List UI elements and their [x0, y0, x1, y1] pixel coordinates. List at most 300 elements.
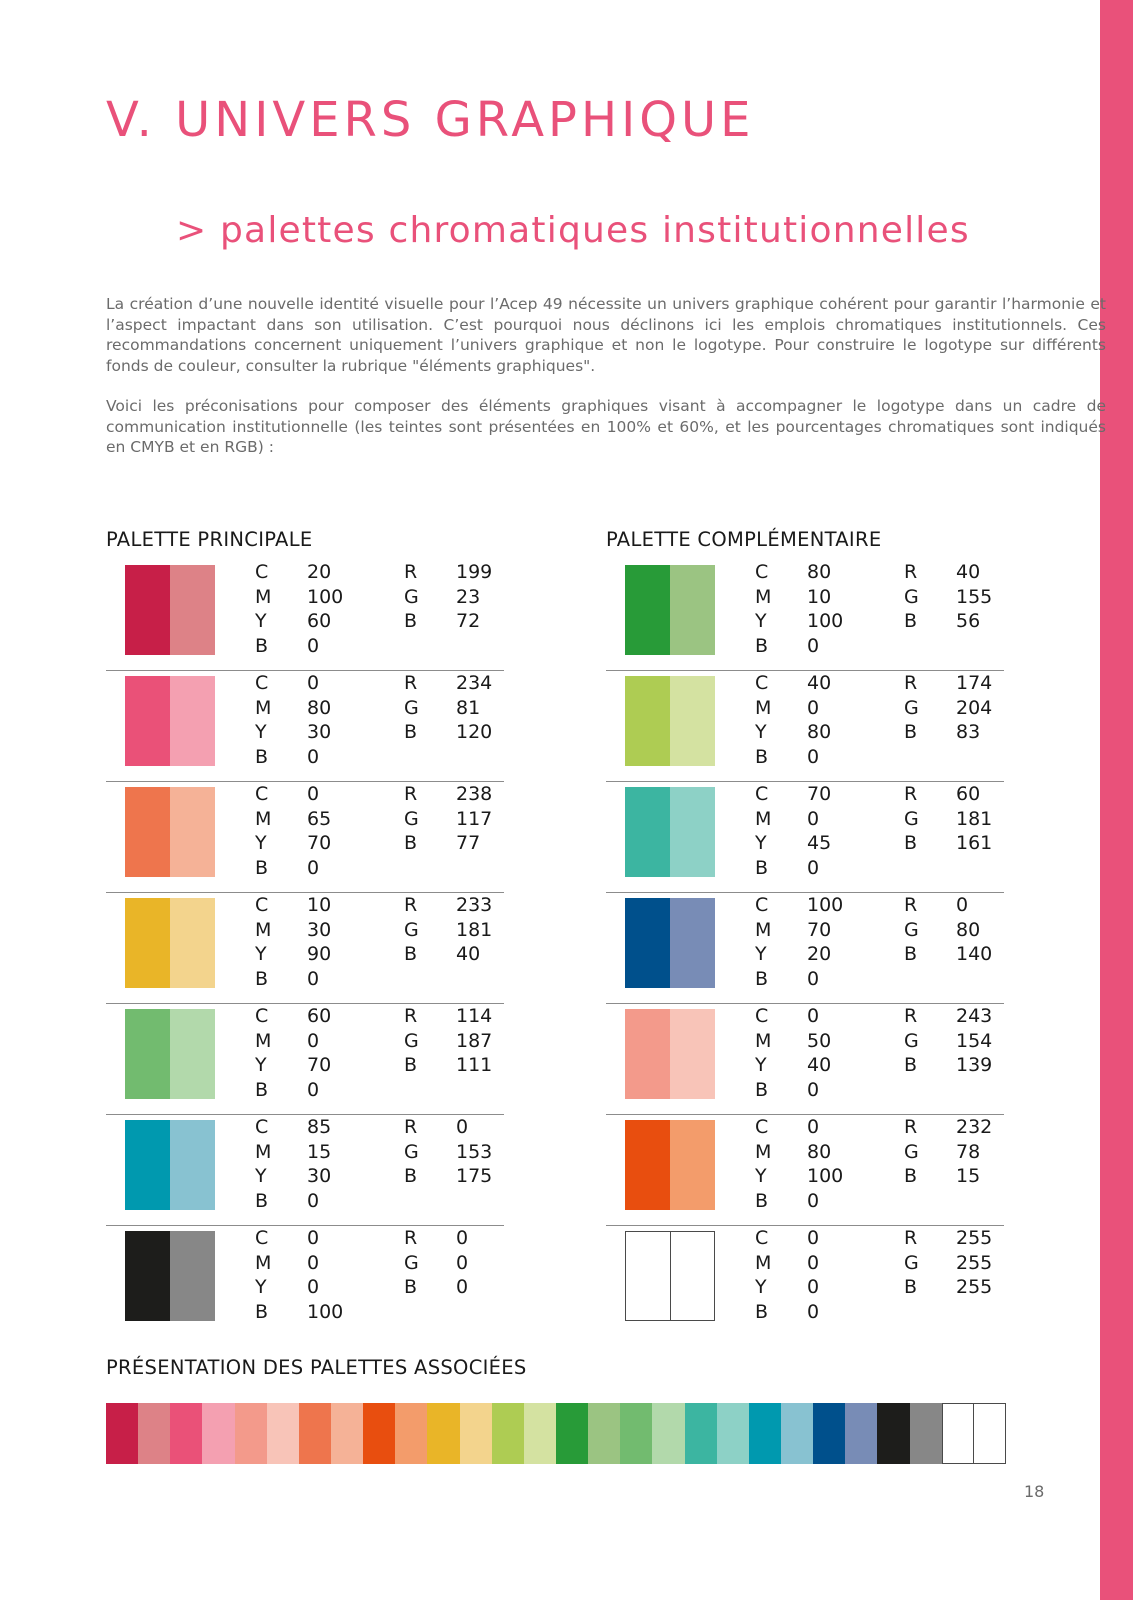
- swatch-60: [670, 565, 715, 655]
- cmyb-values: [255, 1004, 331, 1103]
- channel-label: B: [255, 1190, 269, 1213]
- channel-value: 23: [456, 585, 481, 608]
- cmyb-values: [255, 1115, 331, 1214]
- channel-value: 0: [807, 746, 820, 769]
- channel-value: 0: [807, 1005, 820, 1027]
- cmyb-line: [755, 585, 843, 610]
- channel-value: 187: [456, 1029, 493, 1052]
- channel-label: Y: [255, 721, 267, 744]
- cmyb-values: [755, 782, 831, 881]
- channel-label: G: [904, 1029, 919, 1052]
- channel-value: 120: [456, 721, 493, 744]
- rgb-values: [904, 1115, 992, 1189]
- cmyb-line: [755, 856, 831, 881]
- swatch-100: [625, 1120, 670, 1210]
- channel-label: B: [755, 635, 769, 658]
- swatch-100: [125, 1231, 170, 1321]
- channel-value: 0: [807, 1301, 820, 1324]
- cmyb-line: [755, 807, 831, 832]
- channel-label: M: [255, 918, 272, 941]
- swatch-100: [625, 676, 670, 766]
- swatch-60: [138, 1403, 170, 1464]
- cmyb-line: [255, 807, 331, 832]
- channel-value: 0: [307, 1190, 320, 1213]
- cmyb-line: [255, 942, 331, 967]
- channel-value: 30: [307, 721, 332, 744]
- channel-label: C: [255, 894, 269, 916]
- rgb-line: [404, 1029, 492, 1054]
- channel-value: 0: [456, 1227, 469, 1249]
- channel-value: 0: [307, 783, 320, 805]
- cmyb-line: [255, 609, 343, 634]
- rgb-line: [404, 1251, 468, 1276]
- color-swatch-pair: [125, 1120, 215, 1210]
- cmyb-line: [755, 782, 831, 807]
- side-accent-bar: [1100, 0, 1133, 1600]
- swatch-60: [671, 1231, 716, 1321]
- channel-label: R: [404, 1116, 418, 1138]
- swatch-100: [685, 1403, 717, 1464]
- channel-label: R: [404, 1227, 418, 1249]
- channel-value: 40: [456, 943, 481, 966]
- channel-label: Y: [755, 1054, 767, 1077]
- channel-label: B: [255, 1079, 269, 1102]
- rgb-line: [404, 918, 492, 943]
- swatch-60: [170, 1009, 215, 1099]
- swatch-100: [125, 898, 170, 988]
- rgb-line: [404, 807, 492, 832]
- channel-value: 80: [807, 561, 832, 583]
- channel-value: 70: [307, 832, 332, 855]
- channel-label: R: [404, 894, 418, 916]
- color-swatch-pair: [625, 676, 715, 766]
- channel-value: 100: [807, 610, 844, 633]
- cmyb-line: [255, 1251, 343, 1276]
- channel-value: 60: [307, 1005, 332, 1027]
- swatch-100: [299, 1403, 331, 1464]
- cmyb-line: [255, 893, 331, 918]
- swatch-60: [717, 1403, 749, 1464]
- channel-label: C: [755, 672, 769, 694]
- rgb-values: [904, 782, 992, 856]
- channel-value: 60: [956, 783, 981, 805]
- channel-label: C: [255, 672, 269, 694]
- cmyb-line: [255, 1226, 343, 1251]
- channel-label: M: [755, 807, 772, 830]
- associated-swatch-pair: [170, 1403, 234, 1464]
- cmyb-line: [755, 831, 831, 856]
- swatch-60: [652, 1403, 684, 1464]
- channel-label: R: [904, 894, 918, 916]
- rgb-line: [404, 1164, 492, 1189]
- channel-value: 77: [456, 832, 481, 855]
- swatch-60: [670, 1120, 715, 1210]
- channel-label: M: [755, 1029, 772, 1052]
- channel-value: 80: [307, 696, 332, 719]
- channel-label: C: [755, 1227, 769, 1249]
- cmyb-values: [755, 671, 831, 770]
- rgb-line: [404, 1275, 468, 1300]
- color-swatch-pair: [625, 565, 715, 655]
- associated-swatch-pair: [235, 1403, 299, 1464]
- swatch-100: [620, 1403, 652, 1464]
- swatch-100: [942, 1403, 975, 1464]
- color-row: [106, 893, 504, 1004]
- channel-value: 0: [807, 1116, 820, 1138]
- cmyb-line: [255, 560, 343, 585]
- channel-value: 72: [456, 610, 481, 633]
- associated-palettes-strip: [106, 1403, 1006, 1464]
- swatch-60: [670, 787, 715, 877]
- color-swatch-pair: [125, 1009, 215, 1099]
- swatch-60: [460, 1403, 492, 1464]
- cmyb-line: [755, 1053, 831, 1078]
- channel-value: 100: [807, 894, 844, 916]
- channel-value: 40: [956, 561, 981, 583]
- channel-label: B: [255, 968, 269, 991]
- swatch-60: [670, 1009, 715, 1099]
- channel-label: M: [255, 696, 272, 719]
- cmyb-line: [255, 1140, 331, 1165]
- color-row: [606, 1226, 1004, 1338]
- swatch-60: [670, 676, 715, 766]
- channel-value: 70: [307, 1054, 332, 1077]
- channel-value: 15: [956, 1165, 981, 1188]
- rgb-line: [904, 807, 992, 832]
- cmyb-line: [755, 1275, 819, 1300]
- channel-label: M: [255, 1029, 272, 1052]
- channel-value: 0: [307, 1029, 320, 1052]
- channel-label: B: [904, 1054, 918, 1077]
- rgb-values: [404, 1226, 468, 1300]
- channel-value: 80: [956, 918, 981, 941]
- swatch-100: [363, 1403, 395, 1464]
- cmyb-line: [755, 745, 831, 770]
- color-swatch-pair: [625, 1009, 715, 1099]
- channel-label: B: [904, 721, 918, 744]
- channel-value: 204: [956, 696, 993, 719]
- palette-complementaire: [606, 560, 1004, 1338]
- channel-value: 70: [807, 783, 832, 805]
- channel-value: 45: [807, 832, 832, 855]
- rgb-line: [404, 831, 492, 856]
- associated-swatch-pair: [363, 1403, 427, 1464]
- swatch-100: [125, 1120, 170, 1210]
- rgb-values: [404, 560, 492, 634]
- channel-label: C: [755, 783, 769, 805]
- channel-label: B: [755, 1301, 769, 1324]
- color-swatch-pair: [625, 787, 715, 877]
- color-swatch-pair: [625, 1120, 715, 1210]
- associated-swatch-pair: [299, 1403, 363, 1464]
- color-row: [606, 671, 1004, 782]
- swatch-100: [625, 565, 670, 655]
- cmyb-line: [255, 1275, 343, 1300]
- swatch-100: [125, 787, 170, 877]
- swatch-100: [749, 1403, 781, 1464]
- channel-value: 155: [956, 585, 993, 608]
- channel-label: C: [255, 1227, 269, 1249]
- channel-label: G: [404, 585, 419, 608]
- color-row: [606, 1115, 1004, 1226]
- rgb-line: [904, 1251, 992, 1276]
- channel-label: M: [755, 1251, 772, 1274]
- channel-value: 50: [807, 1029, 832, 1052]
- channel-value: 0: [807, 635, 820, 658]
- rgb-line: [904, 1140, 992, 1165]
- rgb-line: [404, 782, 492, 807]
- swatch-60: [170, 565, 215, 655]
- channel-value: 81: [456, 696, 481, 719]
- channel-value: 234: [456, 672, 493, 694]
- channel-label: B: [404, 610, 418, 633]
- cmyb-values: [755, 1226, 819, 1325]
- color-row: [106, 1004, 504, 1115]
- cmyb-line: [255, 1004, 331, 1029]
- channel-label: C: [755, 561, 769, 583]
- rgb-line: [904, 1164, 992, 1189]
- color-swatch-pair: [125, 676, 215, 766]
- channel-label: C: [255, 1005, 269, 1027]
- channel-value: 0: [456, 1116, 469, 1138]
- cmyb-line: [755, 1140, 843, 1165]
- color-row: [106, 560, 504, 671]
- swatch-100: [106, 1403, 138, 1464]
- associated-swatch-pair: [427, 1403, 491, 1464]
- channel-label: R: [904, 1116, 918, 1138]
- swatch-100: [625, 1009, 670, 1099]
- cmyb-line: [755, 893, 843, 918]
- page-title: V. UNIVERS GRAPHIQUE: [106, 92, 755, 148]
- cmyb-values: [755, 560, 843, 659]
- channel-label: G: [404, 918, 419, 941]
- channel-label: R: [904, 783, 918, 805]
- rgb-values: [404, 671, 492, 745]
- channel-label: B: [904, 610, 918, 633]
- channel-value: 70: [807, 918, 832, 941]
- rgb-line: [904, 585, 992, 610]
- rgb-line: [404, 720, 492, 745]
- channel-value: 80: [807, 721, 832, 744]
- channel-label: B: [904, 943, 918, 966]
- color-row: [106, 1115, 504, 1226]
- channel-label: B: [904, 832, 918, 855]
- rgb-line: [404, 1115, 492, 1140]
- rgb-line: [404, 942, 492, 967]
- channel-label: G: [404, 807, 419, 830]
- swatch-100: [625, 898, 670, 988]
- channel-value: 10: [807, 585, 832, 608]
- channel-value: 0: [807, 807, 820, 830]
- rgb-line: [404, 1004, 492, 1029]
- cmyb-values: [755, 1115, 843, 1214]
- associated-swatch-pair: [813, 1403, 877, 1464]
- associated-swatch-pair: [620, 1403, 684, 1464]
- channel-label: M: [755, 696, 772, 719]
- channel-value: 78: [956, 1140, 981, 1163]
- channel-label: B: [904, 1165, 918, 1188]
- channel-label: B: [755, 857, 769, 880]
- associated-swatch-pair: [556, 1403, 620, 1464]
- swatch-60: [845, 1403, 877, 1464]
- channel-value: 140: [956, 943, 993, 966]
- swatch-60: [588, 1403, 620, 1464]
- rgb-line: [404, 1226, 468, 1251]
- channel-label: G: [904, 807, 919, 830]
- rgb-values: [904, 560, 992, 634]
- cmyb-line: [255, 1300, 343, 1325]
- channel-label: B: [255, 635, 269, 658]
- cmyb-values: [255, 560, 343, 659]
- cmyb-values: [255, 893, 331, 992]
- cmyb-line: [255, 696, 331, 721]
- rgb-line: [404, 671, 492, 696]
- channel-label: G: [904, 585, 919, 608]
- cmyb-line: [755, 609, 843, 634]
- channel-label: Y: [755, 721, 767, 744]
- swatch-100: [235, 1403, 267, 1464]
- channel-value: 60: [307, 610, 332, 633]
- swatch-60: [267, 1403, 299, 1464]
- rgb-line: [904, 1115, 992, 1140]
- associated-swatch-pair: [749, 1403, 813, 1464]
- color-swatch-pair: [125, 898, 215, 988]
- rgb-line: [904, 1226, 992, 1251]
- channel-value: 0: [807, 696, 820, 719]
- color-swatch-pair: [125, 787, 215, 877]
- cmyb-line: [755, 942, 843, 967]
- channel-value: 0: [307, 857, 320, 880]
- channel-label: G: [404, 1140, 419, 1163]
- swatch-100: [427, 1403, 459, 1464]
- channel-value: 90: [307, 943, 332, 966]
- palette-principale: [106, 560, 504, 1338]
- channel-value: 20: [807, 943, 832, 966]
- swatch-60: [170, 676, 215, 766]
- cmyb-line: [255, 585, 343, 610]
- channel-label: G: [404, 1251, 419, 1274]
- cmyb-line: [255, 1078, 331, 1103]
- cmyb-line: [255, 967, 331, 992]
- channel-label: B: [755, 968, 769, 991]
- rgb-values: [904, 1226, 992, 1300]
- cmyb-line: [755, 560, 843, 585]
- cmyb-line: [255, 1115, 331, 1140]
- cmyb-line: [255, 671, 331, 696]
- rgb-line: [904, 831, 992, 856]
- cmyb-line: [755, 967, 843, 992]
- channel-label: Y: [755, 610, 767, 633]
- cmyb-line: [755, 1251, 819, 1276]
- intro-paragraph: La création d’une nouvelle identité visuelle pour l’Acep 49 nécessite un univers graphique cohérent pour garantir l’harmonie et l’aspect impactant dans son utilisation. C’est pourquoi nous déclinons ici les emplois chromatiques institutionnels. Ces recommandations concernent uniquement l’univers graphique et non le logotype. Pour construire le logotype sur différents fonds de couleur, consulter la rubrique "éléments graphiques".: [106, 295, 1106, 375]
- cmyb-line: [255, 745, 331, 770]
- channel-value: 117: [456, 807, 493, 830]
- cmyb-line: [755, 696, 831, 721]
- channel-value: 30: [307, 1165, 332, 1188]
- color-swatch-pair: [625, 898, 715, 988]
- channel-value: 83: [956, 721, 981, 744]
- rgb-line: [904, 609, 992, 634]
- channel-value: 0: [807, 1227, 820, 1249]
- swatch-60: [170, 898, 215, 988]
- cmyb-line: [755, 1226, 819, 1251]
- rgb-line: [904, 1004, 992, 1029]
- color-swatch-pair: [125, 1231, 215, 1321]
- channel-value: 40: [807, 1054, 832, 1077]
- channel-label: G: [904, 696, 919, 719]
- swatch-100: [125, 1009, 170, 1099]
- channel-label: R: [904, 1005, 918, 1027]
- swatch-60: [781, 1403, 813, 1464]
- associated-swatch-pair: [685, 1403, 749, 1464]
- swatch-100: [625, 787, 670, 877]
- rgb-line: [404, 560, 492, 585]
- swatch-100: [125, 676, 170, 766]
- channel-value: 0: [456, 1276, 469, 1299]
- channel-label: B: [404, 1054, 418, 1077]
- channel-value: 114: [456, 1005, 493, 1027]
- swatch-100: [813, 1403, 845, 1464]
- channel-label: M: [755, 918, 772, 941]
- channel-label: Y: [755, 943, 767, 966]
- rgb-line: [904, 1275, 992, 1300]
- cmyb-line: [255, 856, 331, 881]
- channel-value: 181: [456, 918, 493, 941]
- swatch-60: [170, 1231, 215, 1321]
- channel-label: B: [755, 1190, 769, 1213]
- swatch-100: [492, 1403, 524, 1464]
- channel-label: M: [255, 1251, 272, 1274]
- rgb-values: [404, 1004, 492, 1078]
- cmyb-line: [755, 1300, 819, 1325]
- channel-label: G: [904, 918, 919, 941]
- channel-value: 0: [307, 746, 320, 769]
- rgb-line: [904, 782, 992, 807]
- cmyb-line: [255, 1029, 331, 1054]
- channel-label: Y: [755, 832, 767, 855]
- associated-swatch-pair: [492, 1403, 556, 1464]
- rgb-line: [404, 585, 492, 610]
- channel-label: R: [904, 672, 918, 694]
- swatch-60: [170, 787, 215, 877]
- swatch-60: [170, 1120, 215, 1210]
- cmyb-line: [755, 1078, 831, 1103]
- rgb-line: [904, 893, 992, 918]
- channel-label: R: [404, 672, 418, 694]
- channel-value: 0: [807, 857, 820, 880]
- channel-value: 20: [307, 561, 332, 583]
- channel-value: 243: [956, 1005, 993, 1027]
- color-row: [106, 782, 504, 893]
- channel-label: C: [755, 1005, 769, 1027]
- channel-label: C: [255, 783, 269, 805]
- cmyb-values: [255, 671, 331, 770]
- cmyb-line: [755, 1029, 831, 1054]
- rgb-values: [404, 1115, 492, 1189]
- channel-label: B: [904, 1276, 918, 1299]
- channel-value: 238: [456, 783, 493, 805]
- color-row: [606, 560, 1004, 671]
- channel-value: 0: [307, 1079, 320, 1102]
- channel-label: Y: [255, 610, 267, 633]
- swatch-60: [974, 1403, 1006, 1464]
- cmyb-line: [755, 1004, 831, 1029]
- intro-text: [106, 294, 1106, 478]
- palette-principale-heading: PALETTE PRINCIPALE: [106, 528, 313, 551]
- channel-value: 80: [807, 1140, 832, 1163]
- swatch-100: [125, 565, 170, 655]
- cmyb-line: [255, 720, 331, 745]
